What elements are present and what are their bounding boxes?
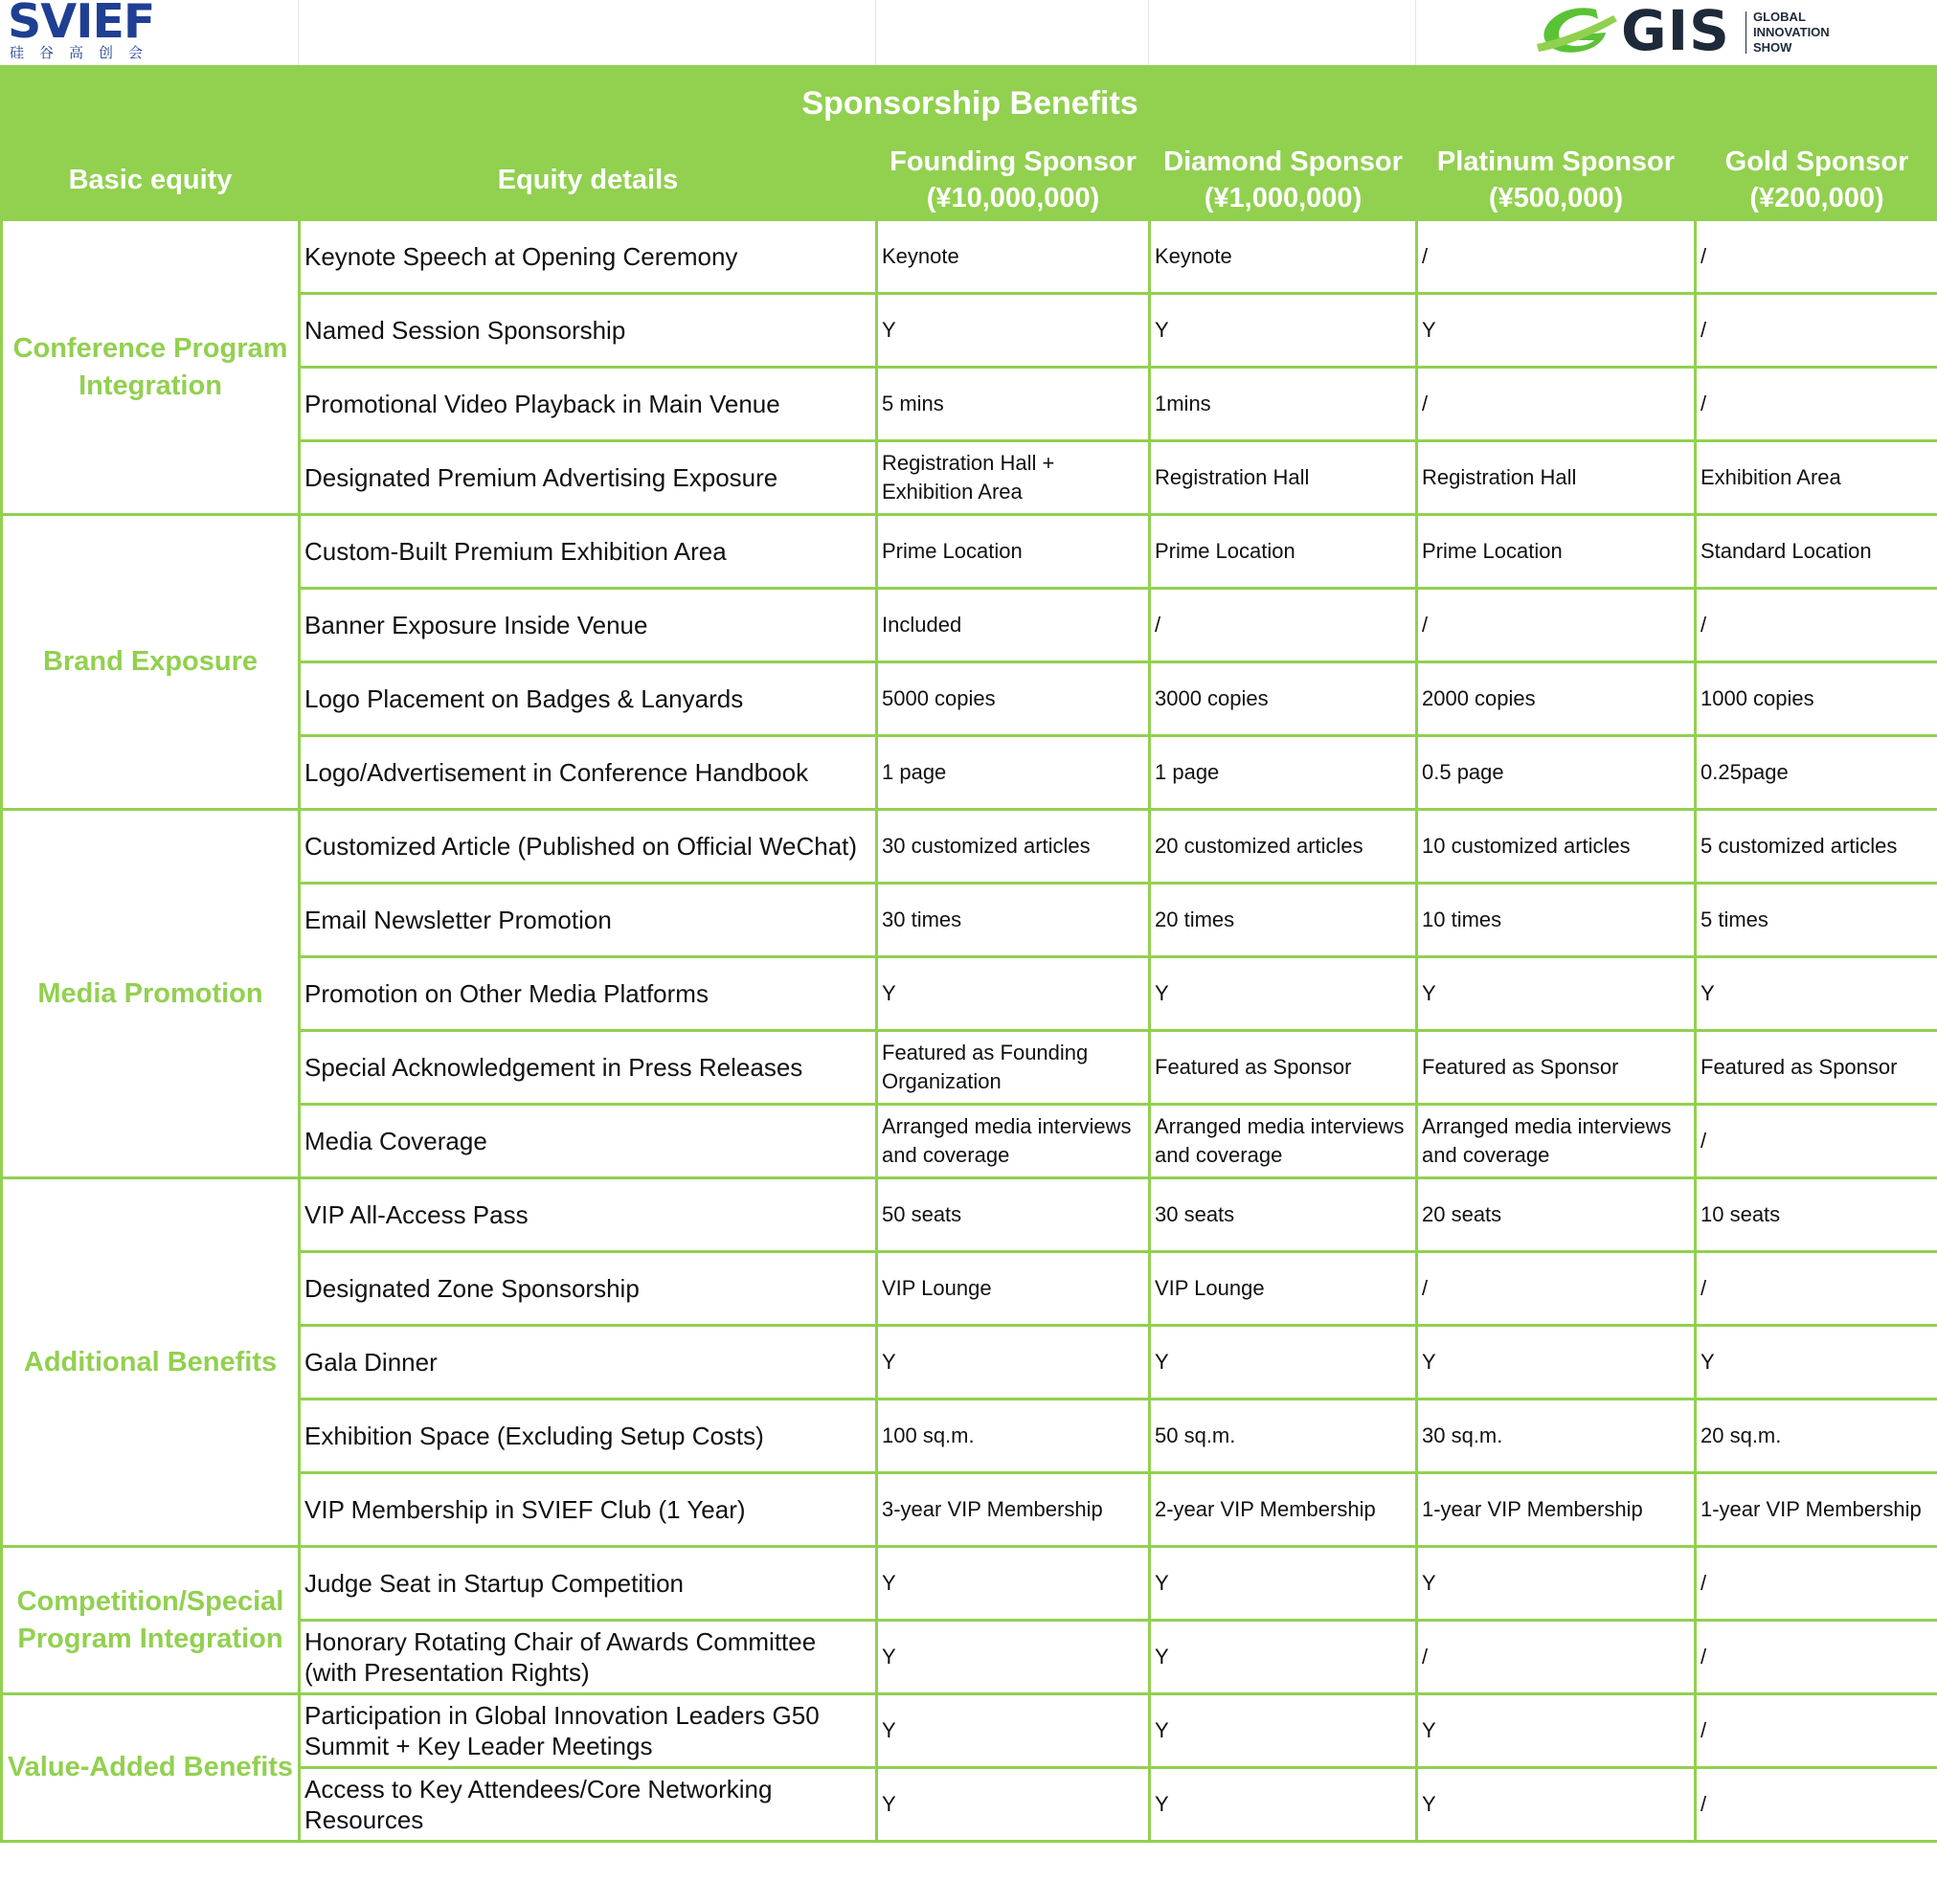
equity-detail-cell: Exhibition Space (Excluding Setup Costs): [300, 1400, 877, 1473]
tier-value-cell: /: [1696, 1768, 1937, 1842]
sviief-logo-subtitle: 硅谷高创会: [10, 44, 159, 61]
tier-value-cell: 3-year VIP Membership: [877, 1473, 1150, 1547]
header-cell: [875, 0, 1149, 65]
equity-detail-cell: Honorary Rotating Chair of Awards Committee (with Presentation Rights): [300, 1621, 877, 1694]
gis-logo-name: GIS: [1621, 0, 1730, 63]
gis-logo: [1537, 2, 1862, 63]
column-header-equity-details: Equity details: [300, 141, 877, 220]
category-cell: Conference Program Integration: [2, 220, 300, 515]
tier-value-cell: Y: [1696, 957, 1937, 1031]
tier-value-cell: Y: [877, 294, 1150, 368]
tier-value-cell: 5 times: [1696, 884, 1937, 957]
column-header-tier: [1696, 141, 1937, 220]
tier-value-cell: 10 customized articles: [1417, 810, 1696, 884]
tier-value-cell: /: [1696, 294, 1937, 368]
tier-value-cell: /: [1150, 589, 1417, 662]
gis-swoosh-icon: [1537, 2, 1623, 61]
tier-value-cell: 5 customized articles: [1696, 810, 1937, 884]
tier-value-cell: 30 sq.m.: [1417, 1400, 1696, 1473]
equity-detail-cell: Designated Premium Advertising Exposure: [300, 441, 877, 515]
tier-value-cell: /: [1696, 1621, 1937, 1694]
logo-header: [0, 0, 1937, 65]
tier-value-cell: 1-year VIP Membership: [1417, 1473, 1696, 1547]
tier-value-cell: 1mins: [1150, 368, 1417, 441]
tier-value-cell: /: [1417, 589, 1696, 662]
tier-value-cell: Standard Location: [1696, 515, 1937, 589]
tier-price: (¥500,000): [1488, 183, 1624, 213]
tier-value-cell: Y: [1150, 1547, 1417, 1621]
tier-value-cell: Y: [877, 1326, 1150, 1400]
tier-price: (¥1,000,000): [1204, 183, 1363, 213]
sponsorship-benefits-table: [0, 65, 1937, 1843]
gis-tagline-line: GLOBAL: [1753, 10, 1806, 24]
tier-value-cell: Y: [1150, 1768, 1417, 1842]
tier-value-cell: Y: [1417, 1768, 1696, 1842]
column-header-tier: [1150, 141, 1417, 220]
gis-tagline-line: SHOW: [1753, 40, 1792, 55]
tier-value-cell: 50 sq.m.: [1150, 1400, 1417, 1473]
tier-value-cell: /: [1417, 1621, 1696, 1694]
equity-detail-cell: Promotional Video Playback in Main Venue: [300, 368, 877, 441]
tier-value-cell: Y: [1417, 1694, 1696, 1768]
tier-value-cell: Prime Location: [877, 515, 1150, 589]
sviief-logo-name: SVIEF: [8, 0, 155, 49]
tier-value-cell: /: [1417, 220, 1696, 294]
tier-value-cell: Y: [1150, 1694, 1417, 1768]
tier-value-cell: Y: [1417, 957, 1696, 1031]
tier-value-cell: /: [1696, 220, 1937, 294]
tier-value-cell: 1 page: [1150, 736, 1417, 810]
tier-value-cell: Y: [1417, 1547, 1696, 1621]
tier-value-cell: Y: [877, 1621, 1150, 1694]
gis-tagline-line: INNOVATION: [1753, 25, 1830, 39]
tier-value-cell: Keynote: [1150, 220, 1417, 294]
tier-value-cell: Included: [877, 589, 1150, 662]
tier-value-cell: 2-year VIP Membership: [1150, 1473, 1417, 1547]
equity-detail-cell: Judge Seat in Startup Competition: [300, 1547, 877, 1621]
tier-value-cell: 20 customized articles: [1150, 810, 1417, 884]
equity-detail-cell: Named Session Sponsorship: [300, 294, 877, 368]
tier-value-cell: Y: [877, 1547, 1150, 1621]
tier-value-cell: 100 sq.m.: [877, 1400, 1150, 1473]
tier-value-cell: Prime Location: [1150, 515, 1417, 589]
tier-value-cell: VIP Lounge: [1150, 1252, 1417, 1326]
tier-price: (¥10,000,000): [926, 183, 1100, 213]
equity-detail-cell: Promotion on Other Media Platforms: [300, 957, 877, 1031]
column-header-row: [2, 141, 1937, 220]
table-row: [2, 515, 1937, 589]
tier-value-cell: /: [1696, 1105, 1937, 1178]
table-row: [2, 1694, 1937, 1768]
column-header-basic-equity: Basic equity: [2, 141, 300, 220]
table-row: [2, 1178, 1937, 1252]
tier-value-cell: VIP Lounge: [877, 1252, 1150, 1326]
tier-value-cell: Y: [1150, 957, 1417, 1031]
tier-value-cell: Exhibition Area: [1696, 441, 1937, 515]
header-cell: [1148, 0, 1416, 65]
tier-value-cell: 1000 copies: [1696, 662, 1937, 736]
category-cell: Value-Added Benefits: [2, 1694, 300, 1842]
equity-detail-cell: Email Newsletter Promotion: [300, 884, 877, 957]
column-header-tier: [877, 141, 1150, 220]
tier-value-cell: Featured as Sponsor: [1696, 1031, 1937, 1105]
tier-value-cell: 20 sq.m.: [1696, 1400, 1937, 1473]
tier-value-cell: 10 times: [1417, 884, 1696, 957]
title-row: [2, 67, 1937, 141]
table-row: [2, 220, 1937, 294]
tier-value-cell: Y: [1417, 1326, 1696, 1400]
tier-value-cell: Arranged media interviews and coverage: [1417, 1105, 1696, 1178]
tier-value-cell: Registration Hall: [1150, 441, 1417, 515]
table-row: [2, 1547, 1937, 1621]
table-title: Sponsorship Benefits: [2, 67, 1937, 141]
tier-value-cell: /: [1696, 1252, 1937, 1326]
equity-detail-cell: Access to Key Attendees/Core Networking Resources: [300, 1768, 877, 1842]
category-cell: Brand Exposure: [2, 515, 300, 810]
category-cell: Media Promotion: [2, 810, 300, 1178]
category-cell: Competition/Special Program Integration: [2, 1547, 300, 1694]
tier-value-cell: /: [1696, 589, 1937, 662]
tier-value-cell: /: [1417, 1252, 1696, 1326]
equity-detail-cell: VIP Membership in SVIEF Club (1 Year): [300, 1473, 877, 1547]
tier-value-cell: 2000 copies: [1417, 662, 1696, 736]
tier-value-cell: 30 times: [877, 884, 1150, 957]
tier-value-cell: Registration Hall + Exhibition Area: [877, 441, 1150, 515]
tier-value-cell: Y: [877, 1768, 1150, 1842]
tier-value-cell: Y: [1150, 294, 1417, 368]
tier-value-cell: Y: [1696, 1326, 1937, 1400]
tier-value-cell: 5000 copies: [877, 662, 1150, 736]
tier-value-cell: Y: [1150, 1326, 1417, 1400]
tier-name: Platinum Sponsor: [1436, 146, 1676, 177]
category-cell: Additional Benefits: [2, 1178, 300, 1547]
tier-value-cell: 1 page: [877, 736, 1150, 810]
equity-detail-cell: Logo/Advertisement in Conference Handbook: [300, 736, 877, 810]
tier-value-cell: 1-year VIP Membership: [1696, 1473, 1937, 1547]
equity-detail-cell: Media Coverage: [300, 1105, 877, 1178]
equity-detail-cell: Keynote Speech at Opening Ceremony: [300, 220, 877, 294]
header-cell: [298, 0, 876, 65]
equity-detail-cell: Custom-Built Premium Exhibition Area: [300, 515, 877, 589]
tier-value-cell: 0.25page: [1696, 736, 1937, 810]
tier-name: Diamond Sponsor: [1163, 146, 1403, 177]
tier-value-cell: Registration Hall: [1417, 441, 1696, 515]
tier-value-cell: Y: [1150, 1621, 1417, 1694]
tier-value-cell: Arranged media interviews and coverage: [1150, 1105, 1417, 1178]
gis-logo-tagline: [1753, 10, 1830, 56]
equity-detail-cell: Special Acknowledgement in Press Releases: [300, 1031, 877, 1105]
sviief-logo: [8, 0, 175, 63]
equity-detail-cell: VIP All-Access Pass: [300, 1178, 877, 1252]
column-header-tier: [1417, 141, 1696, 220]
tier-value-cell: Y: [877, 957, 1150, 1031]
tier-value-cell: /: [1696, 368, 1937, 441]
tier-name: Gold Sponsor: [1724, 146, 1909, 177]
tier-value-cell: Arranged media interviews and coverage: [877, 1105, 1150, 1178]
tier-name: Founding Sponsor: [890, 146, 1137, 177]
tier-price: (¥200,000): [1749, 183, 1884, 213]
tier-value-cell: Y: [1417, 294, 1696, 368]
tier-value-cell: 0.5 page: [1417, 736, 1696, 810]
tier-value-cell: /: [1696, 1547, 1937, 1621]
equity-detail-cell: Customized Article (Published on Official WeChat): [300, 810, 877, 884]
equity-detail-cell: Participation in Global Innovation Leaders G50 Summit + Key Leader Meetings: [300, 1694, 877, 1768]
equity-detail-cell: Logo Placement on Badges & Lanyards: [300, 662, 877, 736]
tier-value-cell: 20 times: [1150, 884, 1417, 957]
tier-value-cell: 3000 copies: [1150, 662, 1417, 736]
equity-detail-cell: Gala Dinner: [300, 1326, 877, 1400]
tier-value-cell: Y: [877, 1694, 1150, 1768]
tier-value-cell: Featured as Sponsor: [1417, 1031, 1696, 1105]
tier-value-cell: Featured as Sponsor: [1150, 1031, 1417, 1105]
tier-value-cell: 30 seats: [1150, 1178, 1417, 1252]
tier-value-cell: Prime Location: [1417, 515, 1696, 589]
tier-value-cell: Featured as Founding Organization: [877, 1031, 1150, 1105]
tier-value-cell: /: [1417, 368, 1696, 441]
tier-value-cell: 30 customized articles: [877, 810, 1150, 884]
table-row: [2, 810, 1937, 884]
tier-value-cell: 20 seats: [1417, 1178, 1696, 1252]
tier-value-cell: 5 mins: [877, 368, 1150, 441]
tier-value-cell: 10 seats: [1696, 1178, 1937, 1252]
tier-value-cell: Keynote: [877, 220, 1150, 294]
tier-value-cell: /: [1696, 1694, 1937, 1768]
equity-detail-cell: Banner Exposure Inside Venue: [300, 589, 877, 662]
tier-value-cell: 50 seats: [877, 1178, 1150, 1252]
equity-detail-cell: Designated Zone Sponsorship: [300, 1252, 877, 1326]
